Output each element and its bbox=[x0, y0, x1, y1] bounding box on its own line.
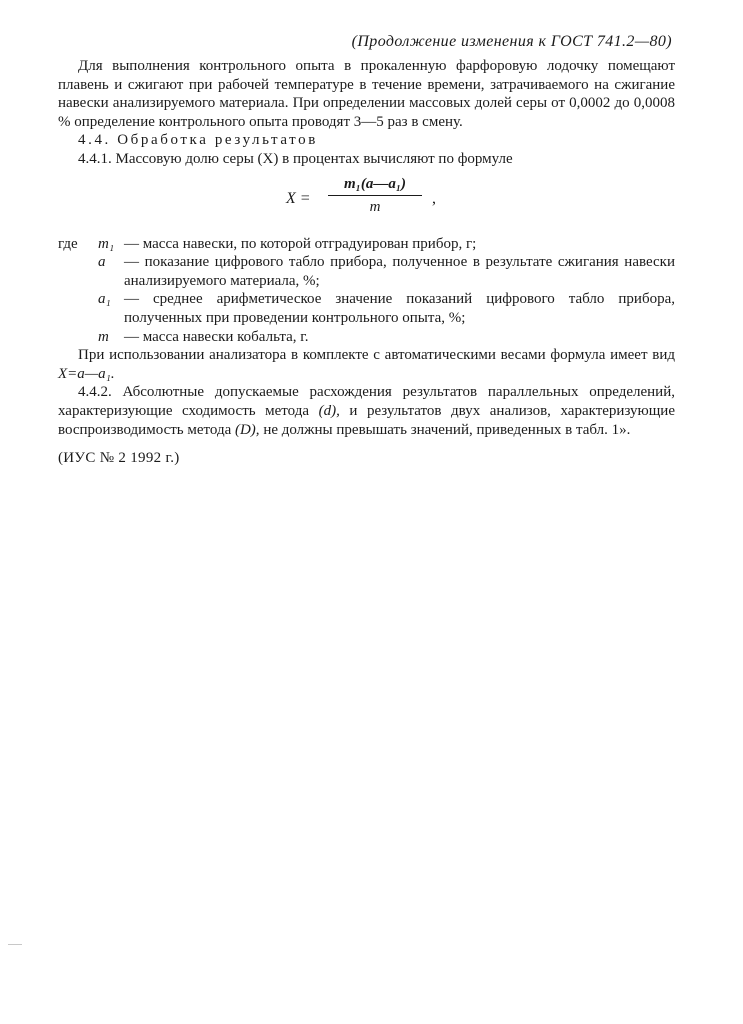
definition-item bbox=[58, 235, 675, 254]
definitions-list bbox=[58, 235, 675, 347]
paragraph-control-test: Для выполнения контрольного опыта в прокаленную фарфоровую лодочку помещают плавень и сжигают при рабочей температуре в течение времени, затрачиваемого на сжигание навески анализируемого материала. При определении массовых долей серы от 0,0002 до 0,0008 % определение контрольного опыта проводят 3—5 раз в смену. bbox=[58, 58, 675, 130]
definition-text: — показание цифрового табло прибора, полученное в результате сжигания навески анализируемого материала, %; bbox=[124, 254, 675, 289]
source-note: (ИУС № 2 1992 г.) bbox=[58, 450, 180, 467]
definitions-lead: где bbox=[58, 235, 78, 252]
definition-symbol: m₁ bbox=[98, 235, 115, 252]
section-heading-4-4: 4.4. Обработка результатов bbox=[78, 132, 318, 149]
scan-mark bbox=[8, 944, 22, 945]
definition-text: — масса навески, по которой отградуирован прибор, г; bbox=[124, 235, 477, 252]
definition-item bbox=[58, 328, 675, 347]
p442-d: (d), bbox=[318, 402, 340, 419]
definition-item bbox=[58, 290, 675, 327]
p442-part2: и результатов двух анализов, характеризующие воспроизводимость метода bbox=[58, 402, 675, 438]
paragraph-4-4-1: 4.4.1. Массовую долю серы (X) в процентах вычисляют по формуле bbox=[78, 150, 513, 167]
definition-symbol: a₁ bbox=[98, 291, 111, 308]
definition-symbol: a bbox=[98, 254, 106, 271]
formula-mass-fraction bbox=[58, 173, 675, 225]
formula-fraction bbox=[328, 175, 422, 217]
formula-lhs: X = bbox=[286, 189, 311, 207]
body-text bbox=[58, 57, 675, 468]
running-header: (Продолжение изменения к ГОСТ 741.2—80) bbox=[351, 33, 672, 50]
auto-scale-formula: X=a—a₁. bbox=[58, 365, 115, 382]
paragraph-4-4-2 bbox=[58, 383, 675, 439]
auto-scale-text: При использовании анализатора в комплекте с автоматическими весами формула имеет вид bbox=[78, 347, 675, 364]
definition-text: — среднее арифметическое значение показаний цифрового табло прибора, полученных при проведении контрольного опыта, %; bbox=[124, 291, 675, 326]
paragraph-auto-scale bbox=[58, 346, 675, 383]
definition-text: — масса навески кобальта, г. bbox=[124, 328, 309, 345]
p442-D: (D), bbox=[234, 421, 260, 438]
p442-part3: не должны превышать значений, приведенных в табл. 1». bbox=[259, 421, 631, 438]
definition-symbol: m bbox=[98, 328, 109, 345]
definition-item bbox=[58, 253, 675, 290]
p442-part1: 4.4.2. Абсолютные допускаемые расхождения результатов параллельных определений, характеризующие сходимость метода bbox=[58, 384, 675, 419]
formula-numerator: m₁(a—a₁) bbox=[328, 175, 422, 197]
formula-trailing-comma: , bbox=[432, 189, 436, 207]
formula-denominator: m bbox=[369, 199, 381, 216]
